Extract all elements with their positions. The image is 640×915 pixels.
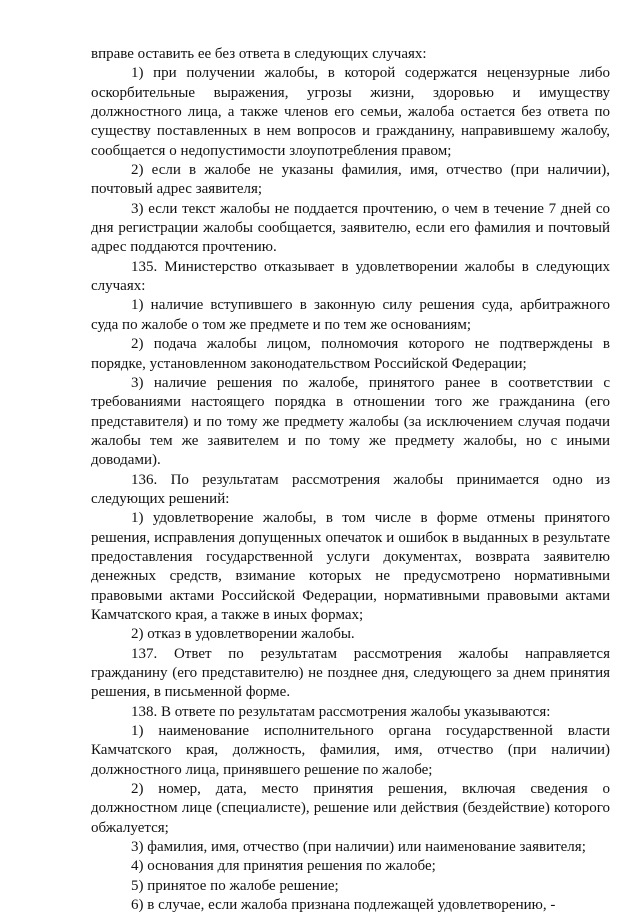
paragraph-138-item-1: 1) наименование исполнительного органа государственной власти Камчатского края, должность, фамилия, имя, отчество (при наличии) должностного лица, принявшего решение по жалобе;: [91, 723, 610, 778]
paragraph-136: 136. По результатам рассмотрения жалобы принимается одно из следующих решений:: [91, 471, 610, 507]
paragraph-137: 137. Ответ по результатам рассмотрения жалобы направляется гражданину (его представителю) не позднее дня, следующего за днем принятия решения, в письменной форме.: [91, 645, 610, 701]
document-page: [91, 45, 610, 915]
paragraph-item-2-no-name: 2) если в жалобе не указаны фамилия, имя, отчество (при наличии), почтовый адрес заявителя;: [91, 162, 610, 198]
paragraph-136-item-2: 2) отказ в удовлетворении жалобы.: [131, 626, 355, 643]
paragraph-continuation: вправе оставить ее без ответа в следующих случаях:: [91, 46, 427, 62]
paragraph-138-item-2: 2) номер, дата, место принятия решения, включая сведения о должностном лице (специалисте), решение или действия (бездействие) которого обжалуется;: [91, 781, 610, 836]
paragraph-item-1-obscene: 1) при получении жалобы, в которой содержатся нецензурные либо оскорбительные выражения, угрозы жизни, здоровью и имуществу должностного лица, а также членов его семьи, жалоба остается без ответа по существу поставленных в нем вопросов и гражданину, направившему жалобу, сообщается о недопустимости злоупотребления правом;: [91, 65, 610, 159]
paragraph-item-3-unreadable: 3) если текст жалобы не поддается прочтению, о чем в течение 7 дней со дня регистрации жалобы сообщается, заявителю, если его фамилия и почтовый адрес поддаются прочтению.: [91, 200, 610, 256]
paragraph-135-item-1: 1) наличие вступившего в законную силу решения суда, арбитражного суда по жалобе о том же предмете и по тем же основаниям;: [91, 297, 610, 333]
paragraph-135-item-3: 3) наличие решения по жалобе, принятого ранее в соответствии с требованиями настоящего порядка в отношении того же гражданина (его представителя) и по тому же предмету жалобы (за исключением случая подачи жалобы тем же заявителем и по тому же предмету жалобы, но с иными доводами).: [91, 374, 610, 469]
paragraph-138-item-4: 4) основания для принятия решения по жалобе;: [131, 858, 436, 875]
paragraph-136-item-1: 1) удовлетворение жалобы, в том числе в форме отмены принятого решения, исправления допущенных опечаток и ошибок в выданных в результате предоставления государственной услуги документах, возврата заявителю денежных средств, взимание которых не предусмотрено нормативными правовыми актами Российской Федерации, нормативными правовыми актами Камчатского края, а также в иных формах;: [91, 510, 610, 623]
paragraph-138-item-5: 5) принятое по жалобе решение;: [131, 877, 339, 894]
paragraph-138: 138. В ответе по результатам рассмотрения жалобы указываются:: [131, 703, 551, 720]
paragraph-135: 135. Министерство отказывает в удовлетворении жалобы в следующих случаях:: [91, 258, 610, 295]
paragraph-135-item-2: 2) подача жалобы лицом, полномочия которого не подтверждены в порядке, установленном законодательством Российской Федерации;: [91, 336, 610, 372]
paragraph-138-item-3: 3) фамилия, имя, отчество (при наличии) или наименование заявителя;: [131, 839, 586, 856]
paragraph-138-item-6: 6) в случае, если жалоба признана подлежащей удовлетворению, -: [131, 897, 556, 914]
